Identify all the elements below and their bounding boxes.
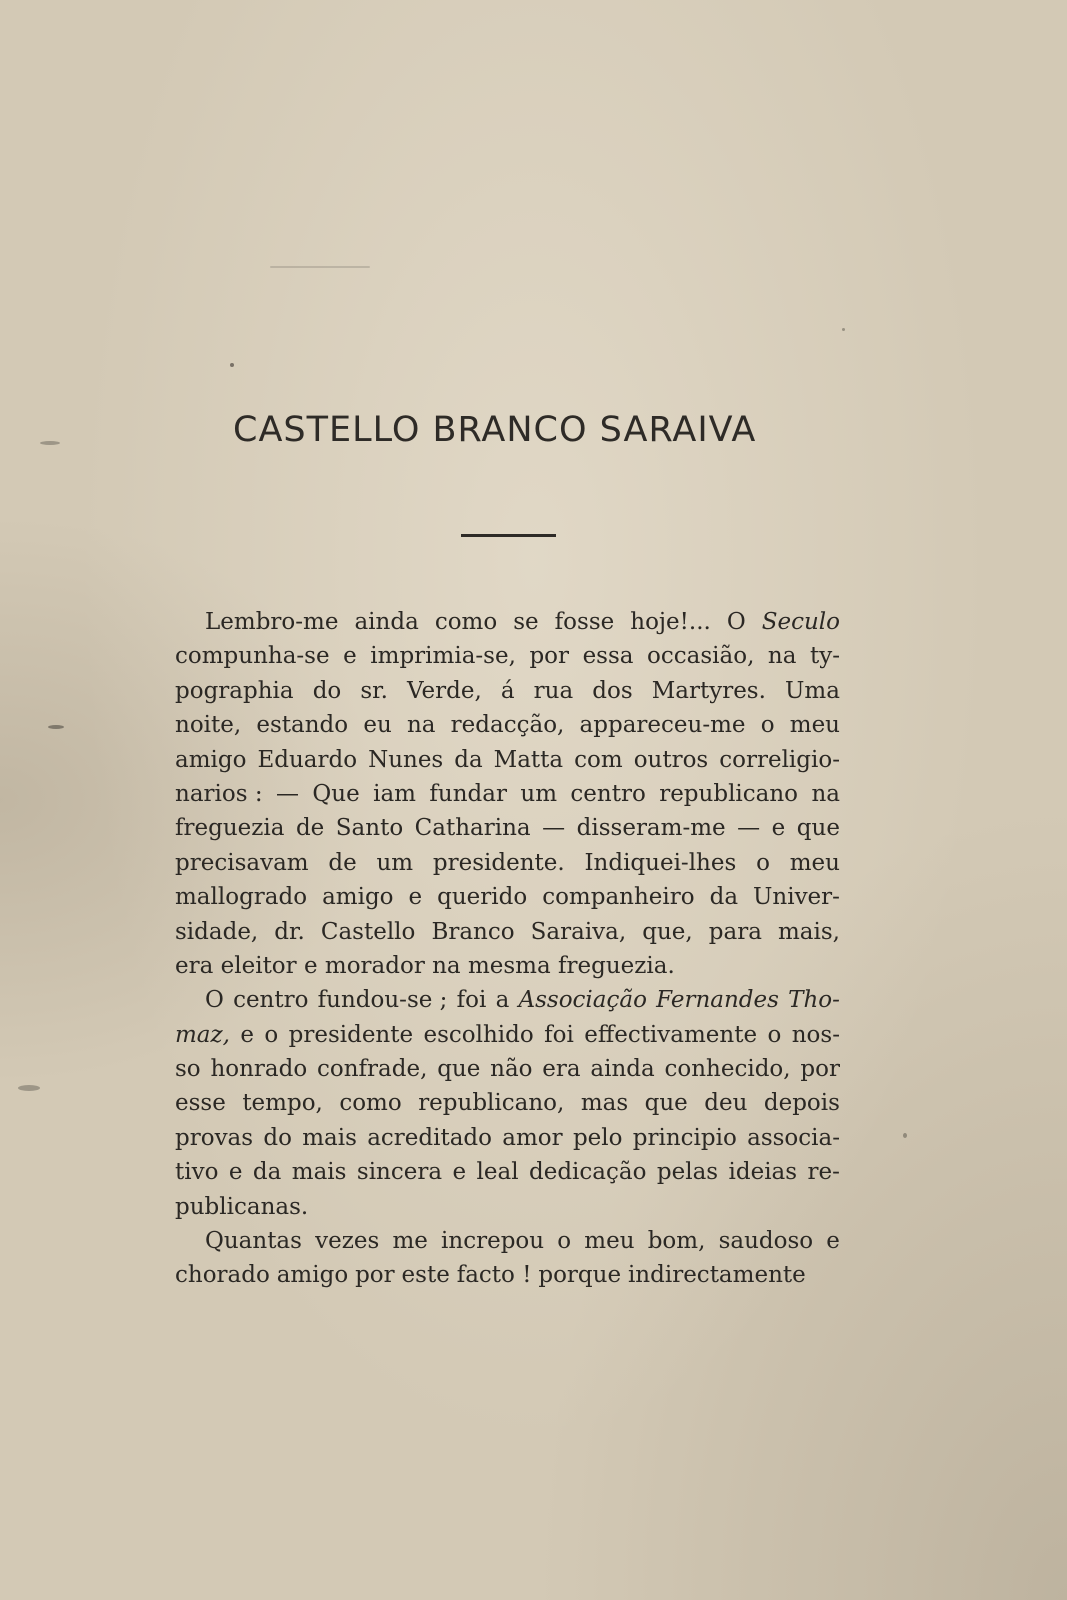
word: freguezia xyxy=(175,815,285,842)
word: honrado xyxy=(210,1056,308,1083)
word: republicano xyxy=(659,780,799,807)
word: compunha-se xyxy=(175,643,330,670)
word: ideias xyxy=(728,1159,798,1186)
word: imprimia-se, xyxy=(370,643,516,670)
word: como xyxy=(434,609,498,635)
word: eu xyxy=(363,712,392,739)
text-line xyxy=(175,1086,840,1120)
word: noite, xyxy=(175,712,242,739)
word: — xyxy=(737,815,761,842)
word: do xyxy=(263,1124,292,1151)
paper-speck xyxy=(48,725,64,729)
word: e xyxy=(771,815,786,842)
word: — xyxy=(276,780,299,807)
text-line xyxy=(175,743,840,777)
word: acreditado xyxy=(367,1124,492,1151)
word: sr. xyxy=(360,677,388,704)
word: um xyxy=(520,780,557,807)
word: por xyxy=(800,1056,840,1083)
word: iam xyxy=(373,780,416,807)
word: fundar xyxy=(429,780,507,807)
word: sidade, xyxy=(175,918,259,945)
word: Saraiva, xyxy=(530,918,627,945)
word: tivo xyxy=(175,1159,219,1186)
word: presidente. xyxy=(432,849,565,876)
word: Quantas xyxy=(205,1228,302,1255)
word: estando xyxy=(256,712,349,739)
word: publicanas. xyxy=(175,1193,309,1220)
word: dr. xyxy=(274,918,305,945)
word: Associação xyxy=(518,987,647,1014)
word: maz, xyxy=(175,1021,230,1048)
word: conhecido, xyxy=(664,1056,791,1083)
word: que xyxy=(796,815,840,842)
word: meu xyxy=(789,712,840,739)
word: tempo, xyxy=(242,1090,323,1117)
text-line xyxy=(175,949,840,983)
word: leal xyxy=(476,1159,519,1186)
word: chorado xyxy=(175,1262,270,1289)
word: Lembro-me xyxy=(205,609,339,635)
word: que xyxy=(437,1056,481,1083)
word: outros xyxy=(633,746,709,773)
paper-speck xyxy=(903,1133,907,1138)
word: presidente xyxy=(288,1021,414,1048)
text-line xyxy=(175,1018,840,1052)
paragraph xyxy=(175,1224,840,1293)
word: e xyxy=(343,643,357,670)
word: o xyxy=(264,1021,279,1048)
word: Verde, xyxy=(407,677,482,704)
word: e xyxy=(408,884,423,911)
text-line xyxy=(175,1155,840,1189)
word: mais xyxy=(291,1159,347,1186)
word: o xyxy=(557,1228,572,1255)
body-text xyxy=(175,605,840,1293)
word: sincera xyxy=(356,1159,443,1186)
word: pelo xyxy=(572,1124,623,1151)
word: amor xyxy=(502,1124,563,1151)
word: pographia xyxy=(175,677,294,704)
word: esse xyxy=(175,1090,226,1117)
text-line xyxy=(175,880,840,914)
word: por xyxy=(529,643,570,670)
text-line xyxy=(175,846,840,880)
word: Tho- xyxy=(788,987,840,1014)
word: mas xyxy=(580,1090,629,1117)
word: na xyxy=(406,712,436,739)
word: o xyxy=(760,712,775,739)
word: que, xyxy=(642,918,693,945)
word: Eduardo xyxy=(257,746,358,773)
word: dos xyxy=(592,677,633,704)
word: Santo xyxy=(335,815,404,842)
word: companheiro xyxy=(542,884,695,911)
word: Catharina xyxy=(414,815,531,842)
word: Seculo xyxy=(761,609,840,635)
word: meu xyxy=(584,1228,635,1255)
word: na xyxy=(767,643,797,670)
word: centro xyxy=(570,780,646,807)
paper-speck xyxy=(230,363,234,367)
word: escolhido xyxy=(423,1021,534,1048)
word: dedicação xyxy=(529,1159,647,1186)
word: appareceu-me xyxy=(579,712,746,739)
word: essa xyxy=(582,643,634,670)
word: amigo xyxy=(322,884,394,911)
word: provas xyxy=(175,1124,254,1151)
paper-speck xyxy=(40,441,60,445)
text-line xyxy=(175,674,840,708)
word: bom, xyxy=(647,1228,706,1255)
word: ainda xyxy=(354,609,419,635)
word: precisavam xyxy=(175,849,309,876)
word: da xyxy=(709,884,739,911)
word: por xyxy=(355,1262,395,1289)
word: pelas xyxy=(656,1159,719,1186)
word: não xyxy=(490,1056,533,1083)
word: — xyxy=(542,815,566,842)
word: á xyxy=(500,677,515,704)
word: so xyxy=(175,1056,201,1083)
word: de xyxy=(328,849,357,876)
word: da xyxy=(252,1159,282,1186)
text-line xyxy=(175,983,840,1017)
word: increpou xyxy=(441,1228,545,1255)
word: confrade, xyxy=(316,1056,428,1083)
word: que xyxy=(644,1090,688,1117)
word: republicano, xyxy=(418,1090,565,1117)
word: Branco xyxy=(431,918,515,945)
word: Nunes xyxy=(368,746,444,773)
word: na xyxy=(811,780,840,807)
word: e xyxy=(240,1021,254,1048)
word: da xyxy=(454,746,483,773)
word: e xyxy=(452,1159,467,1186)
word: hoje!... xyxy=(630,609,711,635)
word: foi xyxy=(456,987,487,1014)
word: querido xyxy=(437,884,528,911)
text-line xyxy=(175,1190,840,1224)
word: e xyxy=(228,1159,243,1186)
word: ainda xyxy=(590,1056,655,1083)
word: fosse xyxy=(554,609,615,635)
word: mais, xyxy=(777,918,840,945)
word: mallogrado xyxy=(175,884,308,911)
text-line xyxy=(175,1052,840,1086)
word: principio xyxy=(632,1124,737,1151)
paragraph xyxy=(175,983,840,1224)
word: se xyxy=(513,609,539,635)
text-line xyxy=(175,1258,840,1292)
text-line xyxy=(175,639,840,673)
page-title: CASTELLO BRANCO SARAIVA xyxy=(233,410,757,450)
text-line xyxy=(175,708,840,742)
paragraph xyxy=(175,605,840,983)
word: amigo xyxy=(175,746,247,773)
word: rua xyxy=(533,677,574,704)
word: era eleitor e morador na mesma freguezia. xyxy=(175,952,675,979)
paper-speck xyxy=(270,266,370,268)
word: de xyxy=(295,815,325,842)
word: ty- xyxy=(809,643,840,670)
word: Que xyxy=(312,780,360,807)
word: o xyxy=(767,1021,782,1048)
word: para xyxy=(708,918,762,945)
paper-speck xyxy=(842,328,845,331)
text-line xyxy=(175,605,840,639)
word: Matta xyxy=(493,746,564,773)
word: deu xyxy=(704,1090,748,1117)
text-line xyxy=(175,1121,840,1155)
word: me xyxy=(392,1228,428,1255)
word: a xyxy=(495,987,510,1014)
word: meu xyxy=(789,849,840,876)
word: Uma xyxy=(785,677,840,704)
word: porque xyxy=(538,1262,622,1289)
word: Fernandes xyxy=(656,987,779,1014)
word: nos- xyxy=(791,1021,840,1048)
text-line xyxy=(175,811,840,845)
word: com xyxy=(574,746,623,773)
word: amigo xyxy=(276,1262,349,1289)
word: fundou-se ; xyxy=(317,987,448,1014)
word: effectivamente xyxy=(584,1021,758,1048)
word: centro xyxy=(233,987,309,1014)
word: era xyxy=(542,1056,581,1083)
word: mais xyxy=(302,1124,357,1151)
text-line xyxy=(175,915,840,949)
word: foi xyxy=(544,1021,574,1048)
word: este xyxy=(401,1262,450,1289)
word: facto ! xyxy=(456,1262,532,1289)
word: O xyxy=(726,609,746,635)
word: associa- xyxy=(747,1124,840,1151)
word: Martyres. xyxy=(651,677,766,704)
word: depois xyxy=(763,1090,840,1117)
title-divider xyxy=(461,534,556,537)
word: redacção, xyxy=(450,712,565,739)
word: re- xyxy=(807,1159,840,1186)
word: Castello xyxy=(320,918,416,945)
text-line xyxy=(175,1224,840,1258)
word: saudoso xyxy=(718,1228,814,1255)
word: occasião, xyxy=(647,643,755,670)
word: um xyxy=(376,849,414,876)
paper-speck xyxy=(18,1085,40,1091)
word: Univer- xyxy=(753,884,840,911)
word: correligio- xyxy=(719,746,840,773)
word: do xyxy=(312,677,342,704)
word: O xyxy=(205,987,224,1014)
word: narios : xyxy=(175,780,263,807)
word: Indiquei-lhes xyxy=(584,849,737,876)
word: o xyxy=(756,849,770,876)
word: e xyxy=(826,1228,840,1255)
word: disseram-me xyxy=(576,815,726,842)
word: indirectamente xyxy=(627,1262,806,1289)
word: vezes xyxy=(315,1228,380,1255)
text-line xyxy=(175,777,840,811)
word: como xyxy=(339,1090,402,1117)
